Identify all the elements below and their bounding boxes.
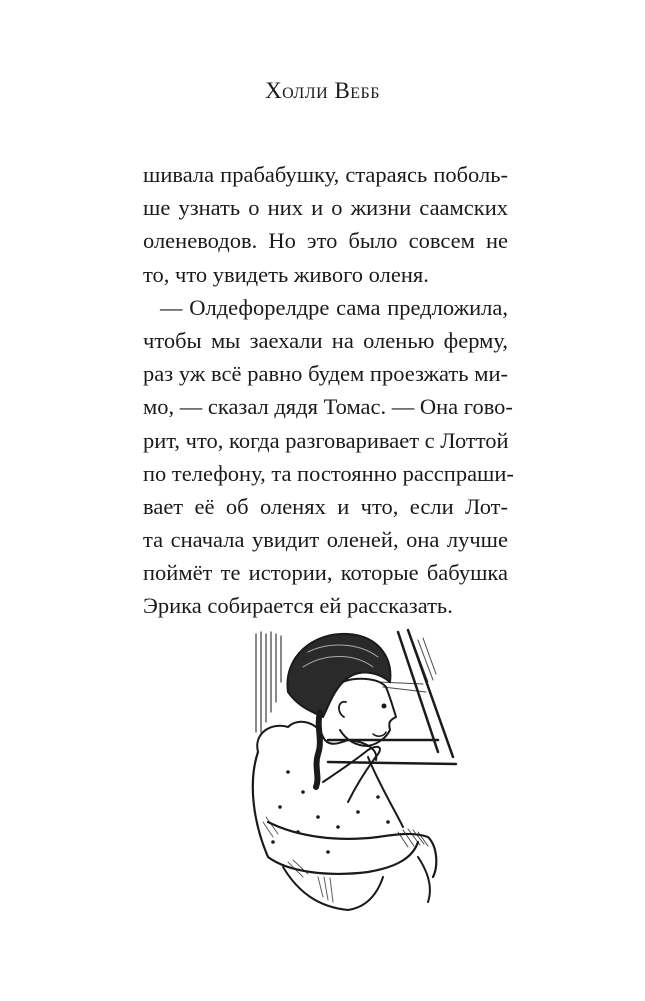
text-line: Эрика собирается ей рассказать. — [143, 593, 453, 619]
text-line: поймёт те истории, которые бабушка — [143, 560, 508, 586]
girl-at-window-illustration — [228, 622, 468, 922]
body-text — [143, 158, 514, 623]
text-line: чтобы мы заехали на оленью ферму, — [143, 327, 508, 353]
text-line: по телефону, та постоянно расспраши- — [143, 460, 514, 486]
text-line: ше узнать о них и о жизни саамских — [143, 195, 508, 221]
paragraph-2 — [143, 291, 514, 623]
text-line: — Олдефорелдре сама предложила, — [160, 294, 508, 320]
text-line: раз уж всё равно будем проезжать ми- — [143, 361, 508, 387]
text-line: вает её об оленях и что, если Лот- — [143, 493, 508, 519]
text-line: шивала прабабушку, стараясь поболь- — [143, 162, 508, 187]
text-line: рит, что, когда разговаривает с Лоттой — [143, 427, 509, 453]
text-line: то, что увидеть живого оленя. — [143, 261, 429, 287]
running-head: Холли Вебб — [265, 78, 380, 103]
text-line: оленеводов. Но это было совсем не — [143, 228, 508, 254]
text-line: мо, — сказал дядя Томас. — Она гово- — [143, 394, 513, 420]
paragraph-1 — [143, 158, 508, 291]
text-line: та сначала увидит оленей, она лучше — [143, 527, 508, 553]
